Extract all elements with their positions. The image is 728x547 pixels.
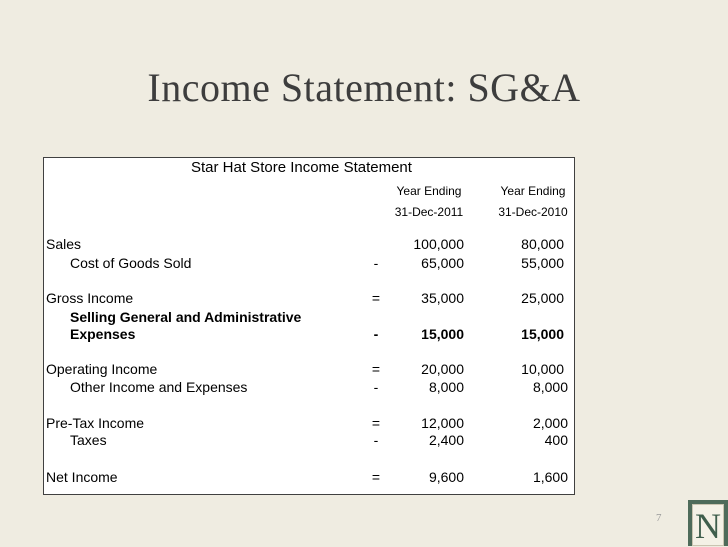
row-label: Operating Income	[46, 361, 158, 377]
value-2011: 100,000	[413, 236, 464, 252]
row-operator: -	[373, 326, 379, 342]
value-2010: 10,000	[521, 361, 564, 377]
value-2010: 80,000	[521, 236, 564, 252]
value-2011: 35,000	[421, 290, 464, 306]
value-2011: 12,000	[421, 415, 464, 431]
value-2010: 2,000	[532, 415, 568, 431]
column-header-2010-line2: 31-Dec-2010	[498, 205, 568, 219]
value-2011: 15,000	[421, 326, 464, 342]
statement-title: Star Hat Store Income Statement	[191, 159, 412, 176]
value-2010: 8,000	[532, 379, 568, 395]
page-number: 7	[656, 512, 662, 524]
row-operator: =	[371, 469, 381, 485]
row-label-line2: Expenses	[70, 326, 136, 342]
value-2010: 1,600	[532, 469, 568, 485]
logo	[688, 500, 728, 546]
row-operator: =	[371, 415, 381, 431]
row-label: Net Income	[46, 469, 118, 485]
row-operator: -	[373, 255, 379, 271]
row-label: Other Income and Expenses	[70, 379, 248, 395]
value-2011: 65,000	[421, 255, 464, 271]
row-operator: -	[373, 379, 379, 395]
column-header-2011-line1: Year Ending	[396, 184, 462, 198]
row-label: Taxes	[70, 432, 107, 448]
logo-letter: N	[692, 504, 724, 546]
value-2010: 25,000	[521, 290, 564, 306]
column-header-2011-line2: 31-Dec-2011	[394, 205, 464, 219]
income-statement-table	[43, 157, 575, 495]
row-label-line1: Selling General and Administrative	[70, 309, 302, 325]
row-operator: -	[373, 432, 379, 448]
value-2011: 20,000	[421, 361, 464, 377]
value-2010: 15,000	[521, 326, 564, 342]
row-operator: =	[371, 361, 381, 377]
row-label: Cost of Goods Sold	[70, 255, 192, 271]
slide-title: Income Statement: SG&A	[147, 65, 581, 110]
row-label: Pre-Tax Income	[46, 415, 145, 431]
row-label: Gross Income	[46, 290, 134, 306]
value-2011: 8,000	[428, 379, 464, 395]
value-2010: 55,000	[521, 255, 564, 271]
column-header-2010-line1: Year Ending	[500, 184, 566, 198]
value-2011: 2,400	[428, 432, 464, 448]
row-label: Sales	[46, 236, 82, 252]
value-2010: 400	[544, 432, 568, 448]
value-2011: 9,600	[428, 469, 464, 485]
row-operator: =	[371, 290, 381, 306]
